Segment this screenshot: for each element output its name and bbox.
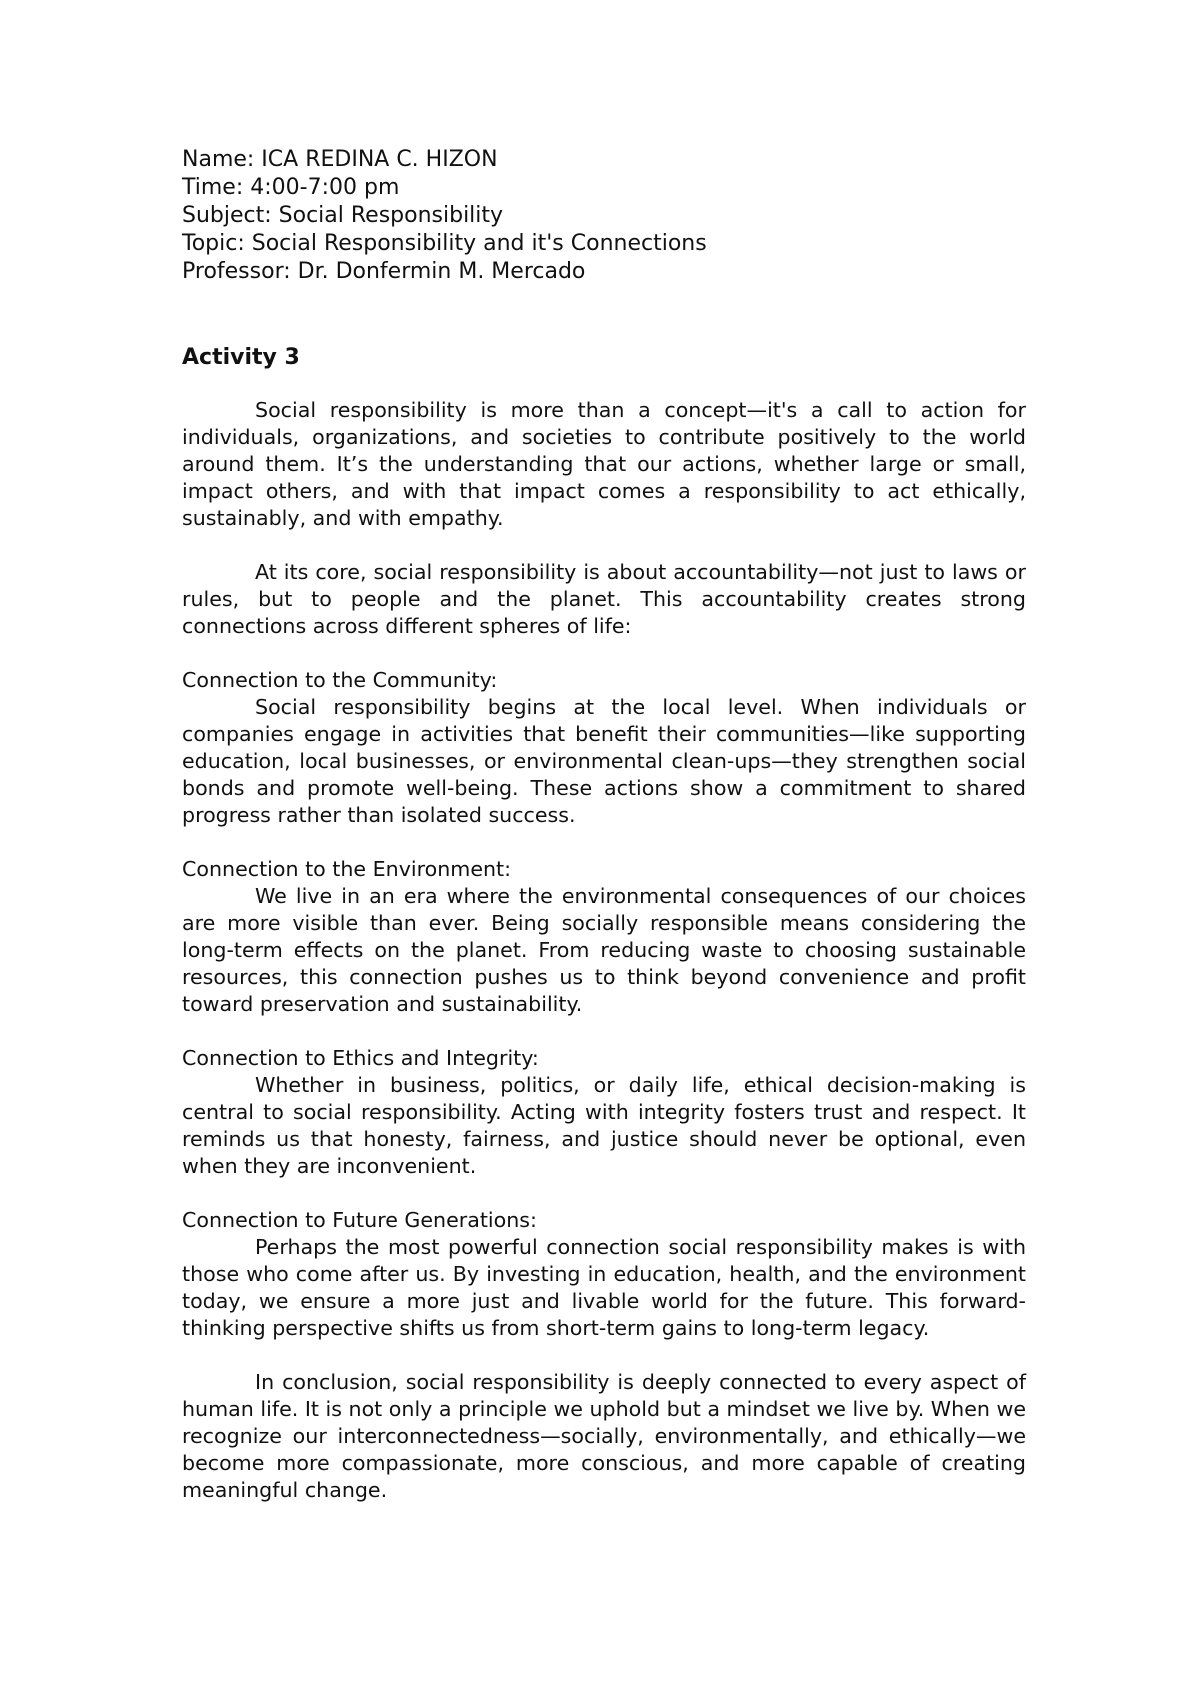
section-ethics xyxy=(182,1045,1026,1180)
section-environment xyxy=(182,856,1026,1018)
activity-title: Activity 3 xyxy=(182,345,300,370)
section-body: Whether in business, politics, or daily life, ethical decision-making is central to social responsibility. Acting with integrity fosters trust and respect. It reminds us that honesty, fairness, and justice should never be optional, even when they are inconvenient. xyxy=(182,1073,1026,1178)
section-community xyxy=(182,667,1026,829)
header-block xyxy=(182,146,1026,286)
section-heading: Connection to the Community: xyxy=(182,668,498,692)
class-time: Time: 4:00-7:00 pm xyxy=(182,175,400,200)
student-name: Name: ICA REDINA C. HIZON xyxy=(182,147,498,172)
section-body: Perhaps the most powerful connection social responsibility makes is with those who come after us. By investing in education, health, and the environment today, we ensure a more just and livable world for the future. This forward-thinking perspective shifts us from short-term gains to long-term legacy. xyxy=(182,1235,1026,1340)
document-page xyxy=(182,146,1026,1504)
section-heading: Connection to Future Generations: xyxy=(182,1208,537,1232)
subject-line: Subject: Social Responsibility xyxy=(182,203,504,228)
section-heading: Connection to Ethics and Integrity: xyxy=(182,1046,539,1070)
topic-line: Topic: Social Responsibility and it's Connections xyxy=(182,231,707,256)
intro-paragraph-1: Social responsibility is more than a concept—it's a call to action for individuals, organizations, and societies to contribute positively to the world around them. It’s the understanding that our actions, whether large or small, impact others, and with that impact comes a responsibility to act ethically, sustainably, and with empathy. xyxy=(182,398,1026,530)
intro-paragraph-2: At its core, social responsibility is about accountability—not just to laws or rules, but to people and the planet. This accountability creates strong connections across different spheres of life: xyxy=(182,560,1026,638)
section-body: We live in an era where the environmental consequences of our choices are more visible than ever. Being socially responsible means considering the long-term effects on the planet. From reducing waste to choosing sustainable resources, this connection pushes us to think beyond convenience and profit toward preservation and sustainability. xyxy=(182,884,1026,1016)
conclusion-paragraph: In conclusion, social responsibility is deeply connected to every aspect of human life. It is not only a principle we uphold but a mindset we live by. When we recognize our interconnectedness—socially, environmentally, and ethically—we become more compassionate, more conscious, and more capable of creating meaningful change. xyxy=(182,1370,1026,1502)
section-body: Social responsibility begins at the local level. When individuals or companies engage in activities that benefit their communities—like supporting education, local businesses, or environmental clean-ups—they strengthen social bonds and promote well-being. These actions show a commitment to shared progress rather than isolated success. xyxy=(182,695,1026,827)
section-future-generations xyxy=(182,1207,1026,1342)
professor-line: Professor: Dr. Donfermin M. Mercado xyxy=(182,259,586,284)
section-heading: Connection to the Environment: xyxy=(182,857,512,881)
